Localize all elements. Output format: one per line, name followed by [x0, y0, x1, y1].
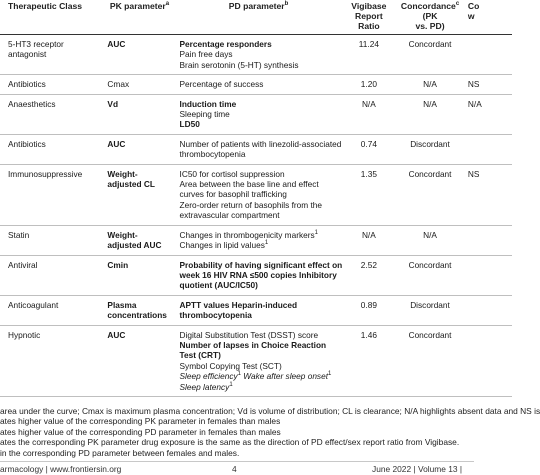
- cell-pk-parameter: [103, 35, 175, 75]
- cell-vigibase-ratio: 0.74: [342, 134, 397, 164]
- cell-pd-parameter: [176, 94, 342, 134]
- cell-last-column: [464, 255, 512, 295]
- cell-pd-parameter: [176, 35, 342, 75]
- cell-vigibase-ratio: 1.46: [342, 325, 397, 396]
- pd-text: Induction time: [179, 98, 237, 109]
- cell-pd-parameter: [176, 225, 342, 255]
- cell-concordance: Discordant: [396, 134, 464, 164]
- cell-last-column: NS: [464, 75, 512, 94]
- footnote-marker: 1: [328, 371, 332, 378]
- cell-pk-parameter: [103, 255, 175, 295]
- cell-pd-parameter: [176, 295, 342, 325]
- cell-pk-parameter: [103, 225, 175, 255]
- footnote-line: in the corresponding PD parameter between females and males.: [0, 447, 240, 458]
- class-text: Statin: [8, 229, 30, 240]
- pd-text: IC50 for cortisol suppression: [179, 168, 285, 179]
- class-text: Immunosuppressive: [8, 168, 83, 179]
- cell-pd-parameter: [176, 325, 342, 396]
- cell-vigibase-ratio: 1.35: [342, 164, 397, 225]
- pk-text: AUC: [107, 329, 126, 340]
- header-concordance: Concordance$^c$ (PK vs. PD): [400, 1, 460, 31]
- table-row: [0, 295, 512, 325]
- cell-therapeutic-class: [0, 94, 103, 134]
- cell-therapeutic-class: [0, 255, 103, 295]
- table-row: [0, 255, 512, 295]
- pd-text: Brain serotonin (5-HT) synthesis: [179, 59, 299, 70]
- cell-pk-parameter: [103, 75, 175, 94]
- table-row: [0, 225, 512, 255]
- header-last-column: Co w: [467, 1, 480, 21]
- table-row: [0, 134, 512, 164]
- pd-line: [179, 138, 342, 149]
- cell-pd-parameter: [176, 75, 342, 94]
- pd-line: [180, 39, 338, 49]
- pd-text: Number of patients with linezolid-associated: [179, 138, 342, 149]
- pd-line: [180, 109, 338, 119]
- cell-pk-parameter: [103, 94, 175, 134]
- cell-last-column: [464, 225, 512, 255]
- cell-last-column: [464, 35, 512, 75]
- class-text: Antibiotics: [8, 138, 46, 149]
- pd-line: [180, 371, 338, 381]
- table-header-row: [0, 0, 512, 35]
- pd-line: [180, 280, 338, 290]
- header-therapeutic-class: Therapeutic Class: [8, 1, 83, 11]
- pd-text: Symbol Copying Test (SCT): [179, 360, 282, 371]
- cell-vigibase-ratio: 2.52: [342, 255, 397, 295]
- pd-line: [180, 49, 338, 59]
- pd-text: Zero-order return of basophils from the: [179, 199, 323, 210]
- pd-text: thrombocytopenia: [179, 310, 252, 321]
- cell-concordance: N/A: [396, 75, 464, 94]
- pd-line: [180, 189, 338, 199]
- cell-pk-parameter: [103, 164, 175, 225]
- pk-text: Cmax: [107, 79, 130, 90]
- footnote-marker: 1: [229, 381, 233, 388]
- header-vigibase-ratio: Vigibase Report Ratio: [351, 1, 387, 31]
- class-text: Antiviral: [8, 259, 38, 270]
- cell-therapeutic-class: [0, 134, 103, 164]
- pd-text: extravascular compartment: [179, 210, 280, 221]
- table-footnotes: [0, 406, 540, 458]
- cell-concordance: N/A: [396, 94, 464, 134]
- footnote-marker: 1: [264, 240, 269, 247]
- pd-line: [180, 179, 338, 189]
- footnote-line: ates higher value of the corresponding PK parameter in females than males: [0, 416, 281, 427]
- cell-concordance: Discordant: [396, 295, 464, 325]
- header-pk-parameter: PK parameter$^a$: [109, 1, 170, 11]
- header-pd-parameter: PD parameter$^b$: [228, 1, 289, 11]
- pk-text: adjusted CL: [107, 179, 155, 190]
- table-row: [0, 94, 512, 134]
- cell-vigibase-ratio: N/A: [342, 225, 397, 255]
- class-text: 5-HT3 receptor: [8, 39, 64, 49]
- pd-line: [180, 270, 338, 280]
- pd-text: Sleep efficiency: [179, 371, 238, 382]
- cell-pd-parameter: [176, 134, 342, 164]
- pd-line: [180, 300, 338, 310]
- pd-text: week 16 HIV RNA ≤500 copies Inhibitory: [179, 269, 337, 280]
- cell-pk-parameter: [103, 325, 175, 396]
- cell-therapeutic-class: [0, 75, 103, 94]
- cell-concordance: N/A: [396, 225, 464, 255]
- pk-text: Weight-: [107, 168, 138, 179]
- page-number: 4: [232, 464, 237, 474]
- cell-last-column: [464, 325, 512, 396]
- pd-text: Number of lapses in Choice Reaction: [179, 339, 327, 350]
- cell-therapeutic-class: [0, 164, 103, 225]
- pd-line: [180, 310, 338, 320]
- table-body: [0, 35, 512, 397]
- pd-line: [180, 240, 338, 250]
- class-text: antagonist: [8, 49, 47, 60]
- cell-last-column: N/A: [464, 94, 512, 134]
- pk-text: Weight-: [107, 229, 138, 240]
- pd-line: [180, 210, 338, 220]
- pd-text: Area between the base line and effect: [179, 179, 319, 190]
- cell-therapeutic-class: [0, 325, 103, 396]
- table-row: [0, 164, 512, 225]
- cell-pd-parameter: [176, 255, 342, 295]
- table-row: [0, 35, 512, 75]
- pk-text: Plasma: [107, 299, 137, 310]
- pd-text: Sleeping time: [179, 109, 230, 120]
- footnote-line: ates higher value of the corresponding PD parameter in females than males: [0, 426, 281, 437]
- cell-pk-parameter: [103, 295, 175, 325]
- cell-vigibase-ratio: 1.20: [342, 75, 397, 94]
- cell-therapeutic-class: [0, 295, 103, 325]
- pd-line: [180, 350, 338, 360]
- pk-text: Cmin: [107, 259, 129, 270]
- cell-last-column: [464, 295, 512, 325]
- pd-line: [180, 169, 338, 179]
- pd-text: Pain free days: [179, 49, 233, 60]
- pd-line: [180, 382, 338, 392]
- cell-concordance: Concordant: [396, 255, 464, 295]
- pd-line: [180, 79, 338, 89]
- pd-text: Sleep latency: [179, 381, 230, 392]
- pd-line: [180, 200, 338, 210]
- journal-site-link[interactable]: armacology | www.frontiersin.org: [0, 464, 122, 474]
- class-text: Anaesthetics: [8, 98, 56, 109]
- cell-vigibase-ratio: 0.89: [342, 295, 397, 325]
- issue-date-volume: June 2022 | Volume 13 |: [372, 464, 463, 474]
- pd-text: APTT values Heparin-induced: [179, 299, 298, 310]
- pd-line: [180, 60, 338, 70]
- class-text: Anticoagulant: [8, 299, 59, 310]
- page-footer: [0, 461, 474, 475]
- pk-text: AUC: [107, 138, 126, 149]
- pd-line: [180, 119, 338, 129]
- pd-line: [180, 330, 338, 340]
- pd-text: curves for basophil trafficking: [179, 189, 287, 200]
- pd-text: Digital Substitution Test (DSST) score: [179, 329, 319, 340]
- cell-pd-parameter: [176, 164, 342, 225]
- class-text: Antibiotics: [8, 79, 46, 90]
- cell-concordance: Concordant: [396, 164, 464, 225]
- pd-text: Wake after sleep onset: [240, 371, 328, 382]
- pd-line: [180, 99, 338, 109]
- pd-text: Test (CRT): [179, 350, 221, 361]
- cell-pk-parameter: [103, 134, 175, 164]
- cell-therapeutic-class: [0, 225, 103, 255]
- pd-text: Probability of having significant effect on: [179, 259, 343, 270]
- table-row: [0, 325, 512, 396]
- cell-last-column: [464, 134, 512, 164]
- footnote-line: area under the curve; Cmax is maximum plasma concentration; Vd is volume of distribution; CL is clearance; N/A highlights absent data and NS is: [0, 406, 540, 416]
- cell-last-column: NS: [464, 164, 512, 225]
- pd-text: Changes in lipid values: [179, 240, 265, 251]
- pd-line: [180, 361, 338, 371]
- footnote-line: ates the corresponding PK parameter drug exposure is the same as the direction of PD effect/sex report ratio from Vigibase.: [0, 437, 460, 448]
- cell-concordance: Concordant: [396, 35, 464, 75]
- pd-line: [180, 340, 338, 350]
- pd-line: [180, 230, 338, 240]
- cell-vigibase-ratio: N/A: [342, 94, 397, 134]
- cell-vigibase-ratio: 11.24: [342, 35, 397, 75]
- cell-concordance: Concordant: [396, 325, 464, 396]
- pk-text: adjusted AUC: [107, 240, 162, 251]
- table-row: [0, 75, 512, 94]
- pk-text: Vd: [107, 98, 119, 109]
- pd-text: Percentage of success: [179, 79, 264, 90]
- pd-line: [180, 149, 338, 159]
- pk-text: concentrations: [107, 310, 167, 321]
- cell-therapeutic-class: [0, 35, 103, 75]
- footnote-marker: 1: [314, 229, 318, 236]
- pd-text: Changes in thrombogenicity markers: [179, 229, 315, 240]
- class-text: Hypnotic: [8, 329, 41, 340]
- pd-line: [179, 259, 343, 270]
- pd-text: LD50: [179, 119, 200, 130]
- pd-text: Percentage responders: [179, 39, 272, 49]
- footnote-marker: 1: [237, 371, 241, 378]
- pk-text: AUC: [107, 39, 126, 49]
- pd-text: quotient (AUC/IC50): [179, 280, 258, 291]
- pd-text: thrombocytopenia: [179, 149, 246, 160]
